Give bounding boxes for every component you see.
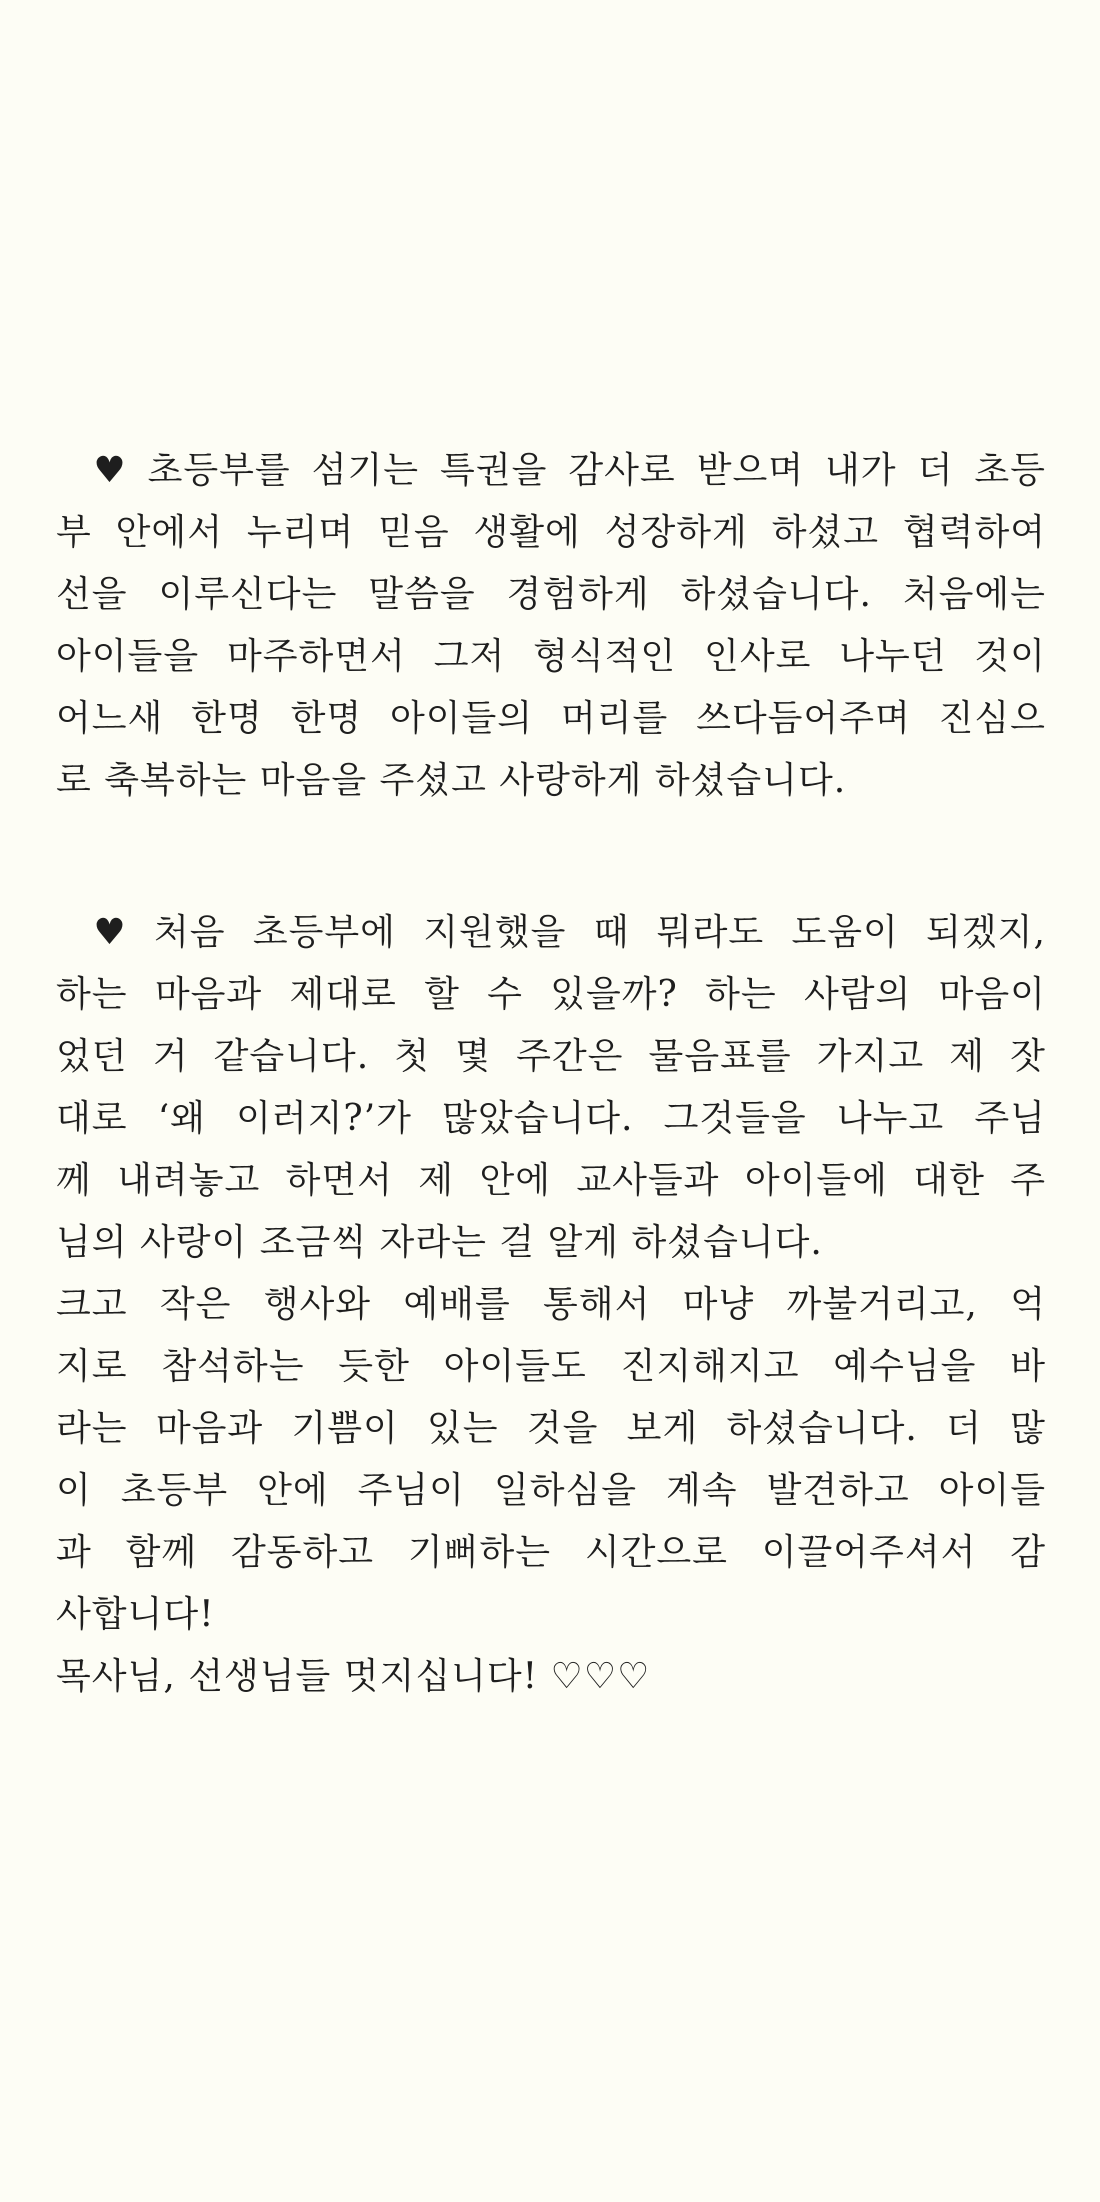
paragraph-line: 라는 마음과 기쁨이 있는 것을 보게 하셨습니다. 더 많 <box>56 1408 1046 1449</box>
paragraph-line: 과 함께 감동하고 기뻐하는 시간으로 이끌어주셔서 감 <box>56 1532 1046 1573</box>
paragraph-line: 님의 사랑이 조금씩 자라는 걸 알게 하셨습니다. <box>56 1222 823 1263</box>
paragraph-line: 선을 이루신다는 말씀을 경험하게 하셨습니다. 처음에는 <box>56 574 1046 615</box>
paragraph-line: 크고 작은 행사와 예배를 통해서 마냥 까불거리고, 억 <box>56 1284 1046 1325</box>
paragraph-line: 어느새 한명 한명 아이들의 머리를 쓰다듬어주며 진심으 <box>56 698 1046 739</box>
paragraph-line: 대로 ‘왜 이러지?’가 많았습니다. 그것들을 나누고 주님 <box>56 1098 1046 1139</box>
paragraph-line: 부 안에서 누리며 믿음 생활에 성장하게 하셨고 협력하여 <box>56 512 1046 553</box>
paragraph-2 <box>56 902 1046 1708</box>
paragraph-line: 하는 마음과 제대로 할 수 있을까? 하는 사람의 마음이 <box>56 974 1046 1015</box>
paragraph-line: 아이들을 마주하면서 그저 형식적인 인사로 나누던 것이 <box>56 636 1046 677</box>
paragraph-line: 께 내려놓고 하면서 제 안에 교사들과 아이들에 대한 주 <box>56 1160 1046 1201</box>
paragraph-line: ♥ 처음 초등부에 지원했을 때 뭐라도 도움이 되겠지, <box>56 912 1046 953</box>
paragraph-line: 목사님, 선생님들 멋지십니다! ♡♡♡ <box>56 1656 651 1697</box>
paragraph-line: 었던 거 같습니다. 첫 몇 주간은 물음표를 가지고 제 잣 <box>56 1036 1046 1077</box>
paragraph-line: 이 초등부 안에 주님이 일하심을 계속 발견하고 아이들 <box>56 1470 1046 1511</box>
paragraph-line: ♥ 초등부를 섬기는 특권을 감사로 받으며 내가 더 초등 <box>56 450 1046 491</box>
paragraph-line: 지로 참석하는 듯한 아이들도 진지해지고 예수님을 바 <box>56 1346 1046 1387</box>
paragraph-1 <box>56 440 1046 812</box>
paragraph-line: 로 축복하는 마음을 주셨고 사랑하게 하셨습니다. <box>56 760 847 801</box>
paragraph-line: 사합니다! <box>56 1594 215 1635</box>
